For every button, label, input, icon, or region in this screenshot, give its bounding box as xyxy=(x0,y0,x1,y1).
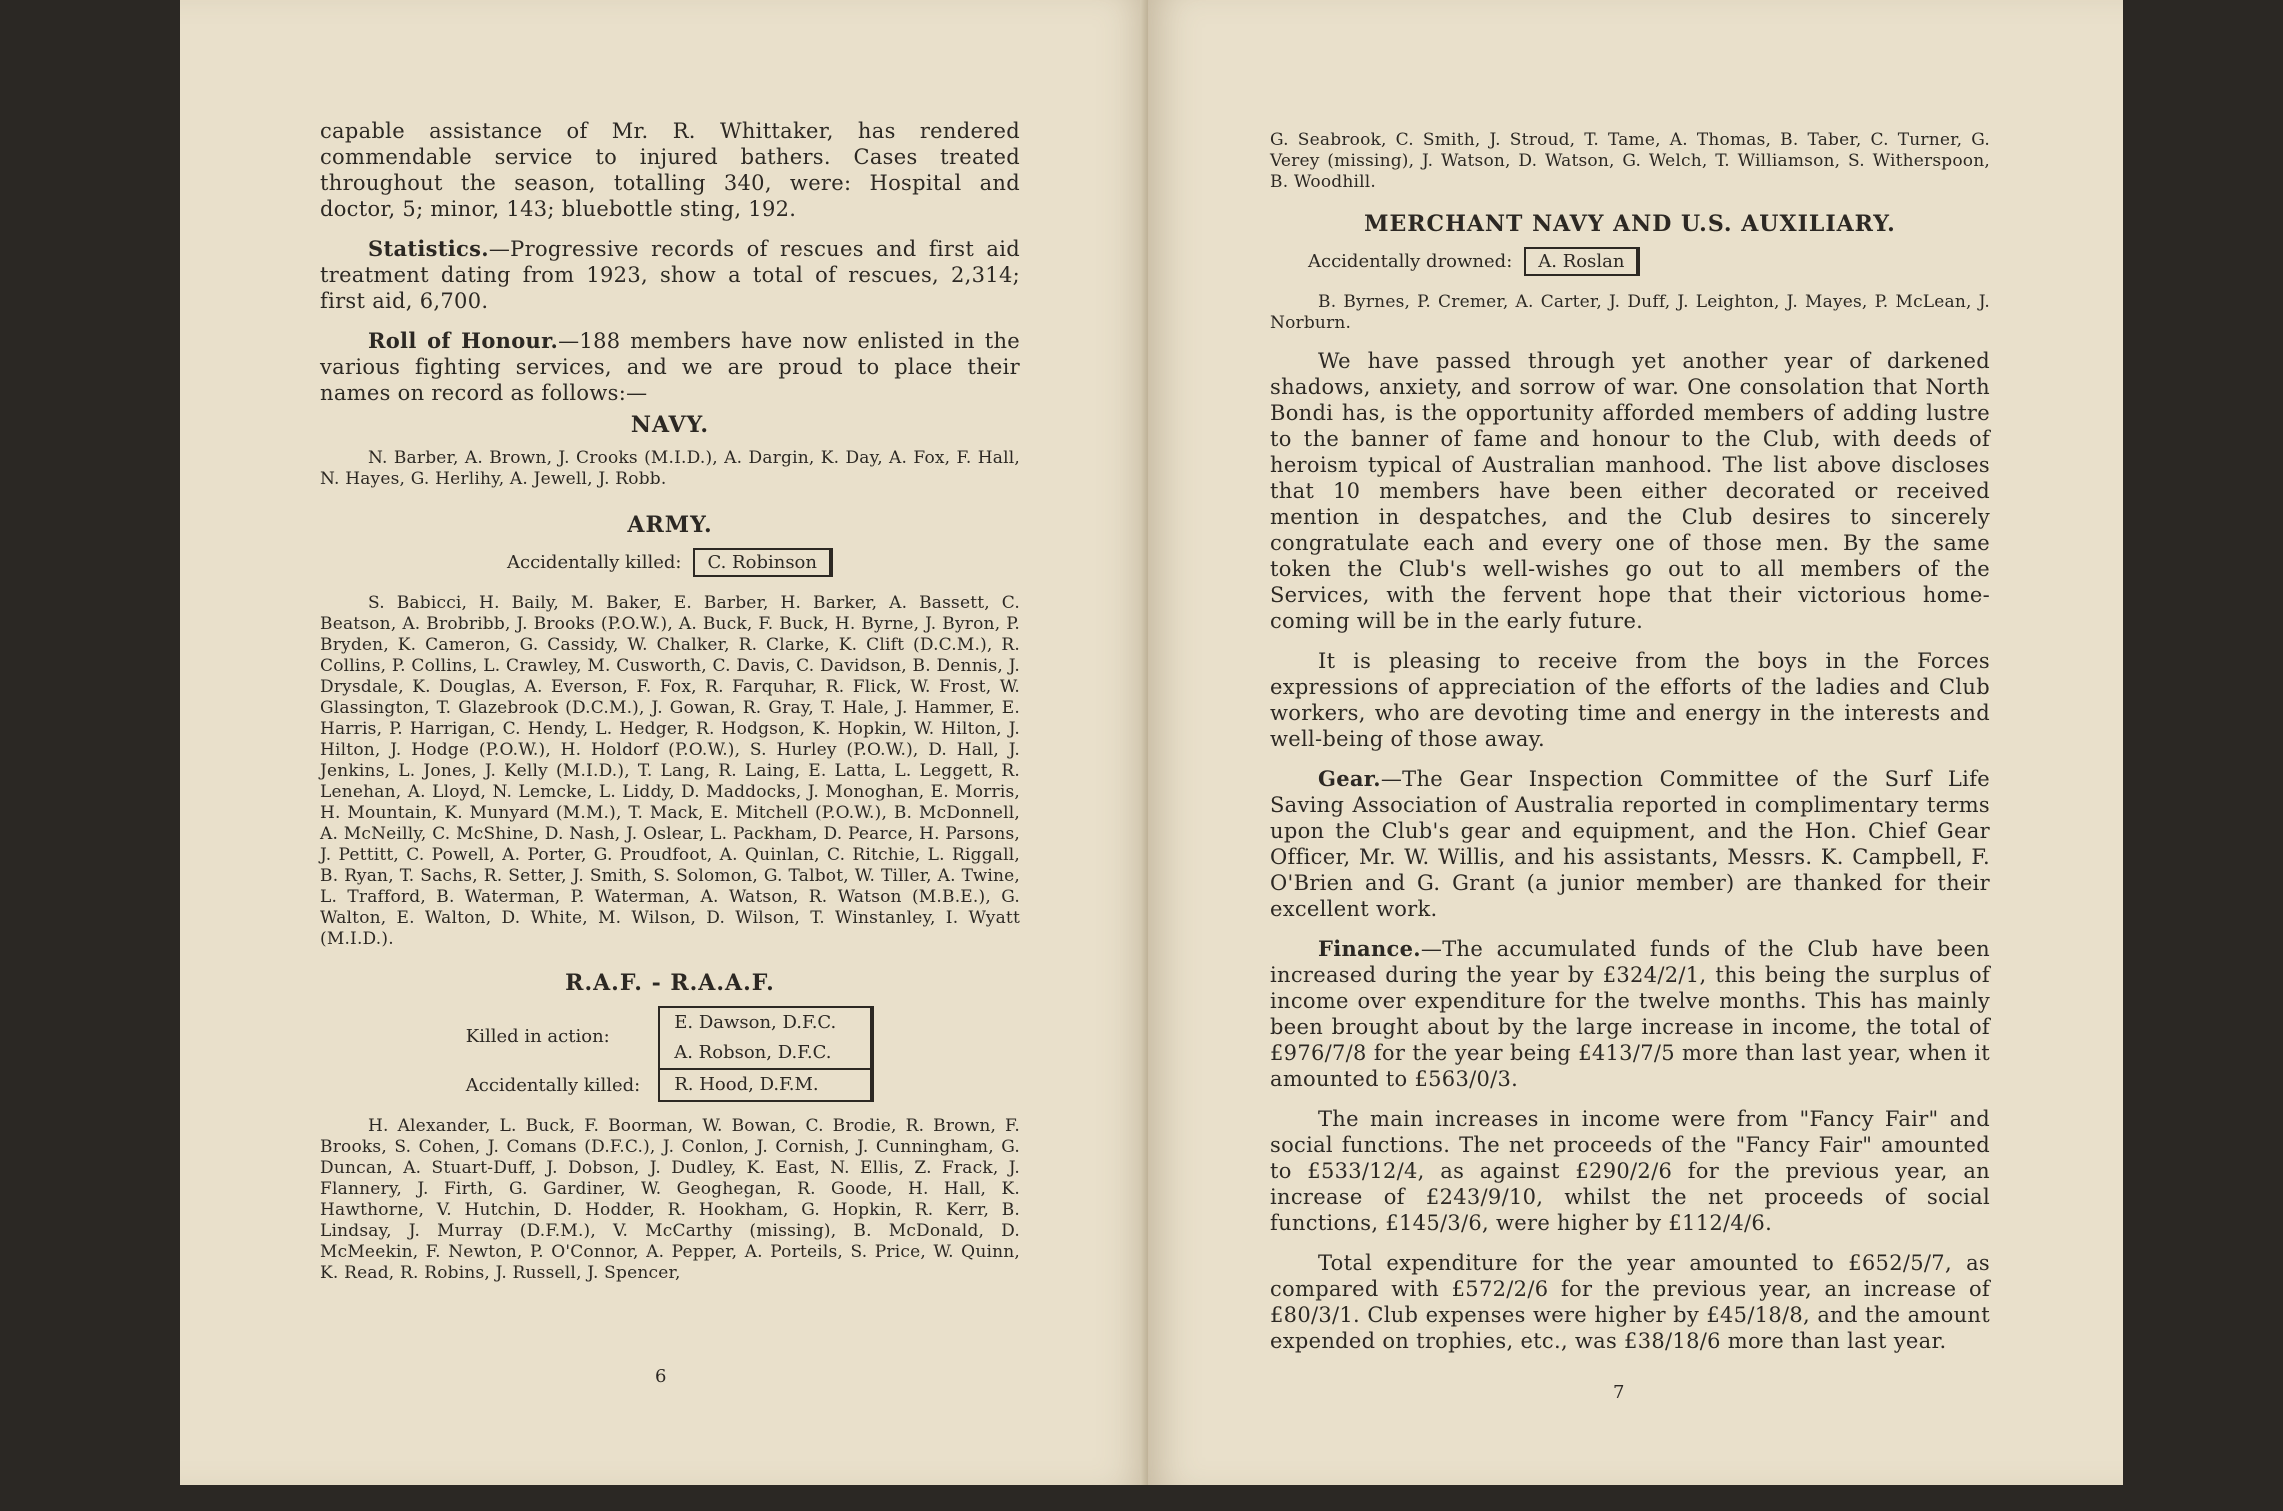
income-increases-paragraph: The main increases in income were from "Fancy Fair" and social functions. The net proceeds of the "Fancy Fair" amounted to £533/12/4, as against £290/2/6 for the previous year, an increase of £243/9/10, whilst the net proceeds of social functions, £145/3/6, were higher by £112/4/6. xyxy=(1270,1107,1990,1235)
statistics-label: Statistics. xyxy=(368,236,489,261)
continued-raf-names: G. Seabrook, C. Smith, J. Stroud, T. Tame, A. Thomas, B. Taber, C. Turner, G. Verey (missing), J. Watson, D. Watson, G. Welch, T. Williamson, S. Witherspoon, B. Woodhill. xyxy=(1270,130,1990,192)
expenditure-paragraph: Total expenditure for the year amounted to £652/5/7, as compared with £572/2/6 for the previous year, an increase of £80/3/1. Club expenses were higher by £45/18/8, and the amount expended on trophies, etc., was £38/18/6 more than last year. xyxy=(1270,1251,1990,1353)
army-names: S. Babicci, H. Baily, M. Baker, E. Barber, H. Barker, A. Bassett, C. Beatson, A. Brobribb, J. Brooks (P.O.W.), A. Buck, F. Buck, H. Byrne, J. Byron, P. Bryden, K. Cameron, G. Cassidy, W. Chalker, R. Clarke, K. Clift (D.C.M.), R. Collins, P. Collins, L. Crawley, M. Cusworth, C. Davis, C. Davidson, B. Dennis, J. Drysdale, K. Douglas, A. Everson, F. Fox, R. Farquhar, R. Flick, W. Frost, W. Glassington, T. Glazebrook (D.C.M.), J. Gowan, R. Gray, T. Hale, J. Hammer, E. Harris, P. Harrigan, C. Hendy, L. Hedger, R. Hodgson, K. Hopkin, W. Hilton, J. Hilton, J. Hodge (P.O.W.), H. Holdorf (P.O.W.), S. Hurley (P.O.W.), D. Hall, J. Jenkins, L. Jones, J. Kelly (M.I.D.), T. Lang, R. Laing, E. Latta, L. Leggett, R. Lenehan, A. Lloyd, N. Lemcke, L. Liddy, D. Maddocks, J. Monoghan, E. Morris, H. Mountain, K. Munyard (M.M.), T. Mack, E. Mitchell (P.O.W.), B. McDonnell, A. McNeilly, C. McShine, D. Nash, J. Oslear, L. Packham, D. Pearce, H. Parsons, J. Pettitt, C. Powell, A. Porter, G. Proudfoot, A. Quinlan, C. Ritchie, L. Riggall, B. Ryan, T. Sachs, R. Setter, J. Smith, S. Solomon, G. Talbot, W. Tiller, A. Twine, L. Trafford, B. Waterman, P. Waterman, A. Watson, R. Watson (M.B.E.), G. Walton, E. Walton, D. White, M. Wilson, D. Wilson, T. Winstanley, I. Wyatt (M.I.D.). xyxy=(320,593,1020,949)
roll-of-honour-label: Roll of Honour. xyxy=(368,328,559,353)
raf-name-box xyxy=(658,1006,874,1102)
gear-label: Gear. xyxy=(1318,766,1381,791)
roll-of-honour-paragraph xyxy=(320,328,1020,406)
right-page-column xyxy=(1270,130,1990,1354)
roll-of-honour-text: —188 members have now enlisted in the various fighting services, and we are proud to place their names on record as follows:— xyxy=(320,329,1020,405)
army-killed-name-box: C. Robinson xyxy=(693,548,833,577)
gear-paragraph xyxy=(1270,766,1990,922)
first-aid-paragraph: capable assistance of Mr. R. Whittaker, has rendered commendable service to injured bathers. Cases treated throughout the season, totalling 340, were: Hospital and doctor, 5; minor, 143; bluebottle sting, 192. xyxy=(320,119,1020,221)
raf-heading: R.A.F. - R.A.A.F. xyxy=(565,970,775,996)
raf-killed-in-action-label: Killed in action: xyxy=(465,1026,610,1047)
statistics-paragraph xyxy=(320,236,1020,314)
army-killed-row xyxy=(320,548,1020,577)
army-killed-label: Accidentally killed: xyxy=(507,552,682,573)
left-page xyxy=(180,0,1150,1485)
raf-labels xyxy=(466,1006,640,1102)
statistics-text: —Progressive records of rescues and first aid treatment dating from 1923, show a total of rescues, 2,314; first aid, 6,700. xyxy=(320,237,1020,313)
finance-text: —The accumulated funds of the Club have been increased during the year by £324/2/1, this being the surplus of income over expenditure for the twelve months. This has mainly been brought about by the large increase in income, the total of £976/7/8 for the year being £413/7/5 more than last year, when it amounted to £563/0/3. xyxy=(1270,937,1990,1091)
raf-casualty-block xyxy=(320,1006,1020,1102)
drowned-label: Accidentally drowned: xyxy=(1308,251,1513,272)
raf-names: H. Alexander, L. Buck, F. Boorman, W. Bowan, C. Brodie, R. Brown, F. Brooks, S. Cohen, J. Comans (D.F.C.), J. Conlon, J. Cornish, J. Cunningham, G. Duncan, A. Stuart-Duff, J. Dobson, J. Dudley, K. East, N. Ellis, Z. Frack, J. Flannery, J. Firth, G. Gardiner, W. Geoghegan, R. Goode, H. Hall, K. Hawthorne, V. Hutchin, D. Hodder, R. Hookham, G. Hopkin, R. Kerr, B. Lindsay, J. Murray (D.F.M.), V. McCarthy (missing), B. McDonald, D. McMeekin, F. Newton, P. O'Connor, A. Pepper, A. Porteils, S. Price, W. Quinn, K. Read, R. Robins, J. Russell, J. Spencer, xyxy=(320,1116,1020,1283)
war-years-paragraph: We have passed through yet another year of darkened shadows, anxiety, and sorrow of war. One consolation that North Bondi has, is the opportunity afforded members of adding lustre to the banner of fame and honour to the Club, with deeds of heroism typical of Australian manhood. The list above discloses that 10 members have been either decorated or received mention in despatches, and the Club desires to sincerely congratulate each and every one of those men. By the same token the Club's well-wishes go out to all members of the Services, with the fervent hope that their victorious home-coming will be in the early future. xyxy=(1270,349,1990,633)
right-page xyxy=(1148,0,2123,1485)
navy-heading: NAVY. xyxy=(630,412,710,438)
finance-label: Finance. xyxy=(1318,936,1421,961)
raf-accidentally-killed-label: Accidentally killed: xyxy=(465,1075,641,1096)
merchant-navy-heading: MERCHANT NAVY AND U.S. AUXILIARY. xyxy=(1364,211,1896,237)
merchant-navy-names: B. Byrnes, P. Cremer, A. Carter, J. Duff, J. Leighton, J. Mayes, P. McLean, J. Norburn. xyxy=(1270,292,1990,333)
drowned-name-box: A. Roslan xyxy=(1524,247,1640,276)
gear-text: —The Gear Inspection Committee of the Surf Life Saving Association of Australia reported in complimentary terms upon the Club's gear and equipment, and the Hon. Chief Gear Officer, Mr. W. Willis, and his assistants, Messrs. K. Campbell, F. O'Brien and G. Grant (a junior member) are thanked for their excellent work. xyxy=(1270,767,1990,921)
page-number-right: 7 xyxy=(1613,1382,1625,1403)
raf-killed-name-2: A. Robson, D.F.C. xyxy=(674,1042,832,1063)
finance-paragraph xyxy=(1270,936,1990,1092)
drowned-row xyxy=(1270,247,1990,276)
page-number-left: 6 xyxy=(655,1366,667,1387)
appreciation-paragraph: It is pleasing to receive from the boys in the Forces expressions of appreciation of the efforts of the ladies and Club workers, who are devoting time and energy in the interests and well-being of those away. xyxy=(1270,649,1990,751)
left-page-column xyxy=(320,118,1020,1284)
raf-killed-name-1: E. Dawson, D.F.C. xyxy=(674,1012,837,1033)
army-heading: ARMY. xyxy=(627,512,713,538)
raf-accident-name: R. Hood, D.F.M. xyxy=(660,1068,870,1100)
navy-names: N. Barber, A. Brown, J. Crooks (M.I.D.), A. Dargin, K. Day, A. Fox, F. Hall, N. Hayes, G. Herlihy, A. Jewell, J. Robb. xyxy=(320,448,1020,489)
